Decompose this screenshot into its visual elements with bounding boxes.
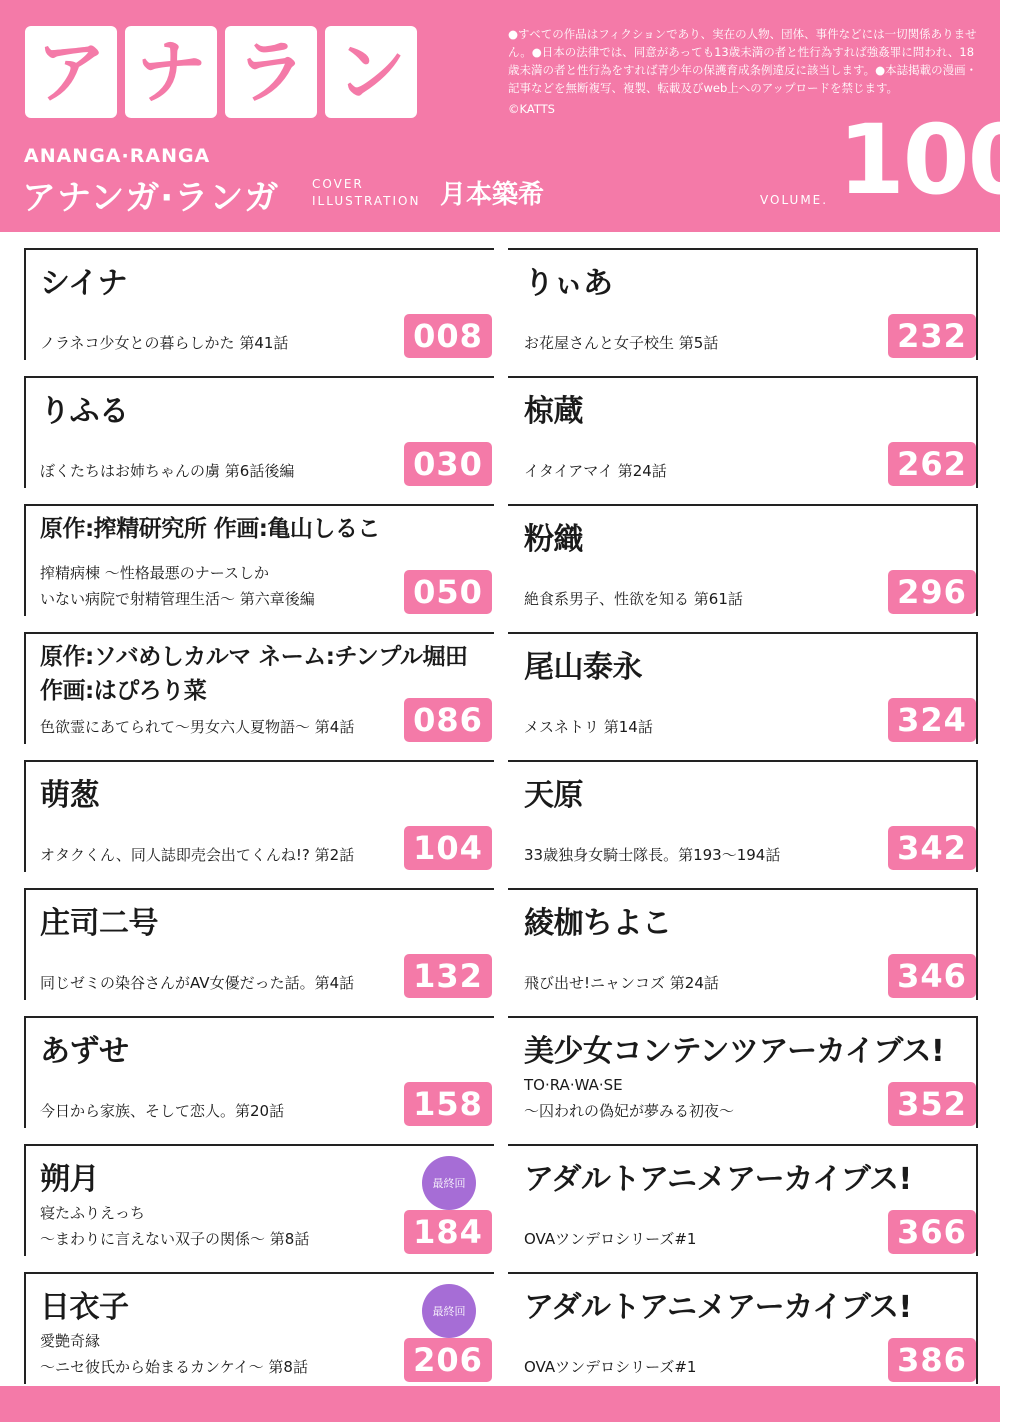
entry-author: アダルトアニメアーカイブス! [524, 1162, 912, 1197]
toc-entry[interactable] [24, 1272, 494, 1384]
entry-title: OVAツンデロシリーズ#1 [524, 1358, 697, 1376]
entry-author: 原作:搾精研究所 作画:亀山しるこ [40, 516, 380, 542]
toc-entry[interactable] [508, 1272, 978, 1384]
entry-title: 33歳独身女騎士隊長。第193～194話 [524, 846, 781, 864]
toc-entry[interactable] [24, 504, 494, 616]
brand-japanese: アナンガ·ランガ [22, 178, 280, 218]
header [0, 0, 1032, 232]
logo-tile: ナ [125, 26, 217, 118]
toc-entry[interactable] [24, 1016, 494, 1128]
entry-title: 寝たふりえっち ～まわりに言えない双子の関係～ 第8話 [40, 1204, 310, 1248]
entry-author: 尾山泰永 [524, 650, 642, 685]
entry-author: 粉織 [524, 522, 583, 557]
entry-page-number: 008 [404, 314, 492, 358]
entry-author: 日衣子 [40, 1290, 129, 1325]
toc-entry[interactable] [508, 1144, 978, 1256]
toc-entry[interactable] [508, 504, 978, 616]
entry-title: 絶食系男子、性欲を知る 第61話 [524, 590, 743, 608]
entry-title: ノラネコ少女との暮らしかた 第41話 [40, 334, 289, 352]
entry-title: 搾精病棟 ～性格最悪のナースしか いない病院で射精管理生活～ 第六章後編 [40, 564, 315, 608]
entry-author: りぃあ [524, 266, 613, 301]
entry-page-number: 352 [888, 1082, 976, 1126]
toc-entry[interactable] [508, 1016, 978, 1128]
entry-page-number: 132 [404, 954, 492, 998]
final-episode-badge: 最終回 [422, 1156, 476, 1210]
entry-author: あずせ [40, 1034, 129, 1069]
entry-page-number: 296 [888, 570, 976, 614]
entry-author: 美少女コンテンツアーカイブス! [524, 1034, 945, 1069]
toc-entry[interactable] [508, 632, 978, 744]
volume-number: 100 [838, 104, 1032, 216]
toc-entry[interactable] [508, 760, 978, 872]
entry-page-number: 262 [888, 442, 976, 486]
entry-page-number: 184 [404, 1210, 492, 1254]
toc-entry[interactable] [24, 1144, 494, 1256]
entry-title: 色欲霊にあてられて～男女六人夏物語～ 第4話 [40, 718, 355, 736]
entry-author: りふる [40, 394, 129, 429]
entry-page-number: 158 [404, 1082, 492, 1126]
entry-title: イタイアマイ 第24話 [524, 462, 667, 480]
logo [25, 26, 417, 118]
toc-entry[interactable] [24, 376, 494, 488]
entry-page-number: 324 [888, 698, 976, 742]
entry-page-number: 206 [404, 1338, 492, 1382]
entry-title: お花屋さんと女子校生 第5話 [524, 334, 719, 352]
entry-page-number: 342 [888, 826, 976, 870]
entry-title: 今日から家族、そして恋人。第20話 [40, 1102, 285, 1120]
entry-author: 萌葱 [40, 778, 99, 813]
footer-bar [0, 1386, 1000, 1422]
logo-tile: ラ [225, 26, 317, 118]
entry-author: 天原 [524, 778, 583, 813]
entry-author: 綾枷ちよこ [524, 906, 672, 941]
toc-entry[interactable] [24, 888, 494, 1000]
entry-page-number: 366 [888, 1210, 976, 1254]
entry-author: 原作:ソバめしカルマ ネーム:チンプル堀田 作画:はぴろり菜 [40, 644, 468, 704]
cover-label-line1: COVER [312, 177, 364, 191]
cover-artist: 月本築希 [440, 180, 545, 210]
entry-author: 朔月 [40, 1162, 99, 1197]
toc-entry[interactable] [24, 248, 494, 360]
toc-entry[interactable] [24, 760, 494, 872]
entry-title: 愛艶奇縁 ～ニセ彼氏から始まるカンケイ～ 第8話 [40, 1332, 308, 1376]
entry-title: オタクくん、同人誌即売会出てくんね!? 第2話 [40, 846, 355, 864]
entry-page-number: 030 [404, 442, 492, 486]
brand-english: ANANGA·RANGA [24, 145, 211, 167]
entry-page-number: 346 [888, 954, 976, 998]
entry-page-number: 050 [404, 570, 492, 614]
entry-title: OVAツンデロシリーズ#1 [524, 1230, 697, 1248]
entry-title: 飛び出せ!ニャンコズ 第24話 [524, 974, 719, 992]
volume-label: VOLUME. [760, 193, 829, 207]
entry-page-number: 386 [888, 1338, 976, 1382]
entry-author: シイナ [40, 266, 127, 301]
toc-entry[interactable] [508, 376, 978, 488]
toc-right-column [508, 248, 978, 1400]
entry-author: アダルトアニメアーカイブス! [524, 1290, 912, 1325]
entry-author: 椋蔵 [524, 394, 583, 429]
logo-tile: ア [25, 26, 117, 118]
toc-entry[interactable] [24, 632, 494, 744]
entry-title: ぼくたちはお姉ちゃんの虜 第6話後編 [40, 462, 295, 480]
entry-title: メスネトリ 第14話 [524, 718, 653, 736]
entry-title: 同じゼミの染谷さんがAV女優だった話。第4話 [40, 974, 355, 992]
entry-page-number: 086 [404, 698, 492, 742]
cover-label [312, 176, 420, 210]
toc-left-column [24, 248, 494, 1400]
entry-title: TO·RA·WA·SE ～囚われの偽妃が夢みる初夜～ [524, 1076, 735, 1120]
toc-entry[interactable] [508, 248, 978, 360]
entry-page-number: 232 [888, 314, 976, 358]
logo-tile: ン [325, 26, 417, 118]
entry-author: 庄司二号 [40, 906, 158, 941]
copyright: ©KATTS [508, 102, 555, 116]
entry-page-number: 104 [404, 826, 492, 870]
legal-notice: ●すべての作品はフィクションであり、実在の人物、団体、事件などには一切関係ありません。●日本の法律では、同意があっても13歳未満の者と性行為すれば強姦罪に問われ、18歳未満の者と性行為をすれば青少年の保護育成条例違反に該当します。●本誌掲載の漫画・記事などを無断複写、複製、転載及びweb上へのアップロードを禁じます。 [508, 27, 978, 95]
toc-entry[interactable] [508, 888, 978, 1000]
cover-label-line2: ILLUSTRATION [312, 194, 421, 208]
final-episode-badge: 最終回 [422, 1284, 476, 1338]
